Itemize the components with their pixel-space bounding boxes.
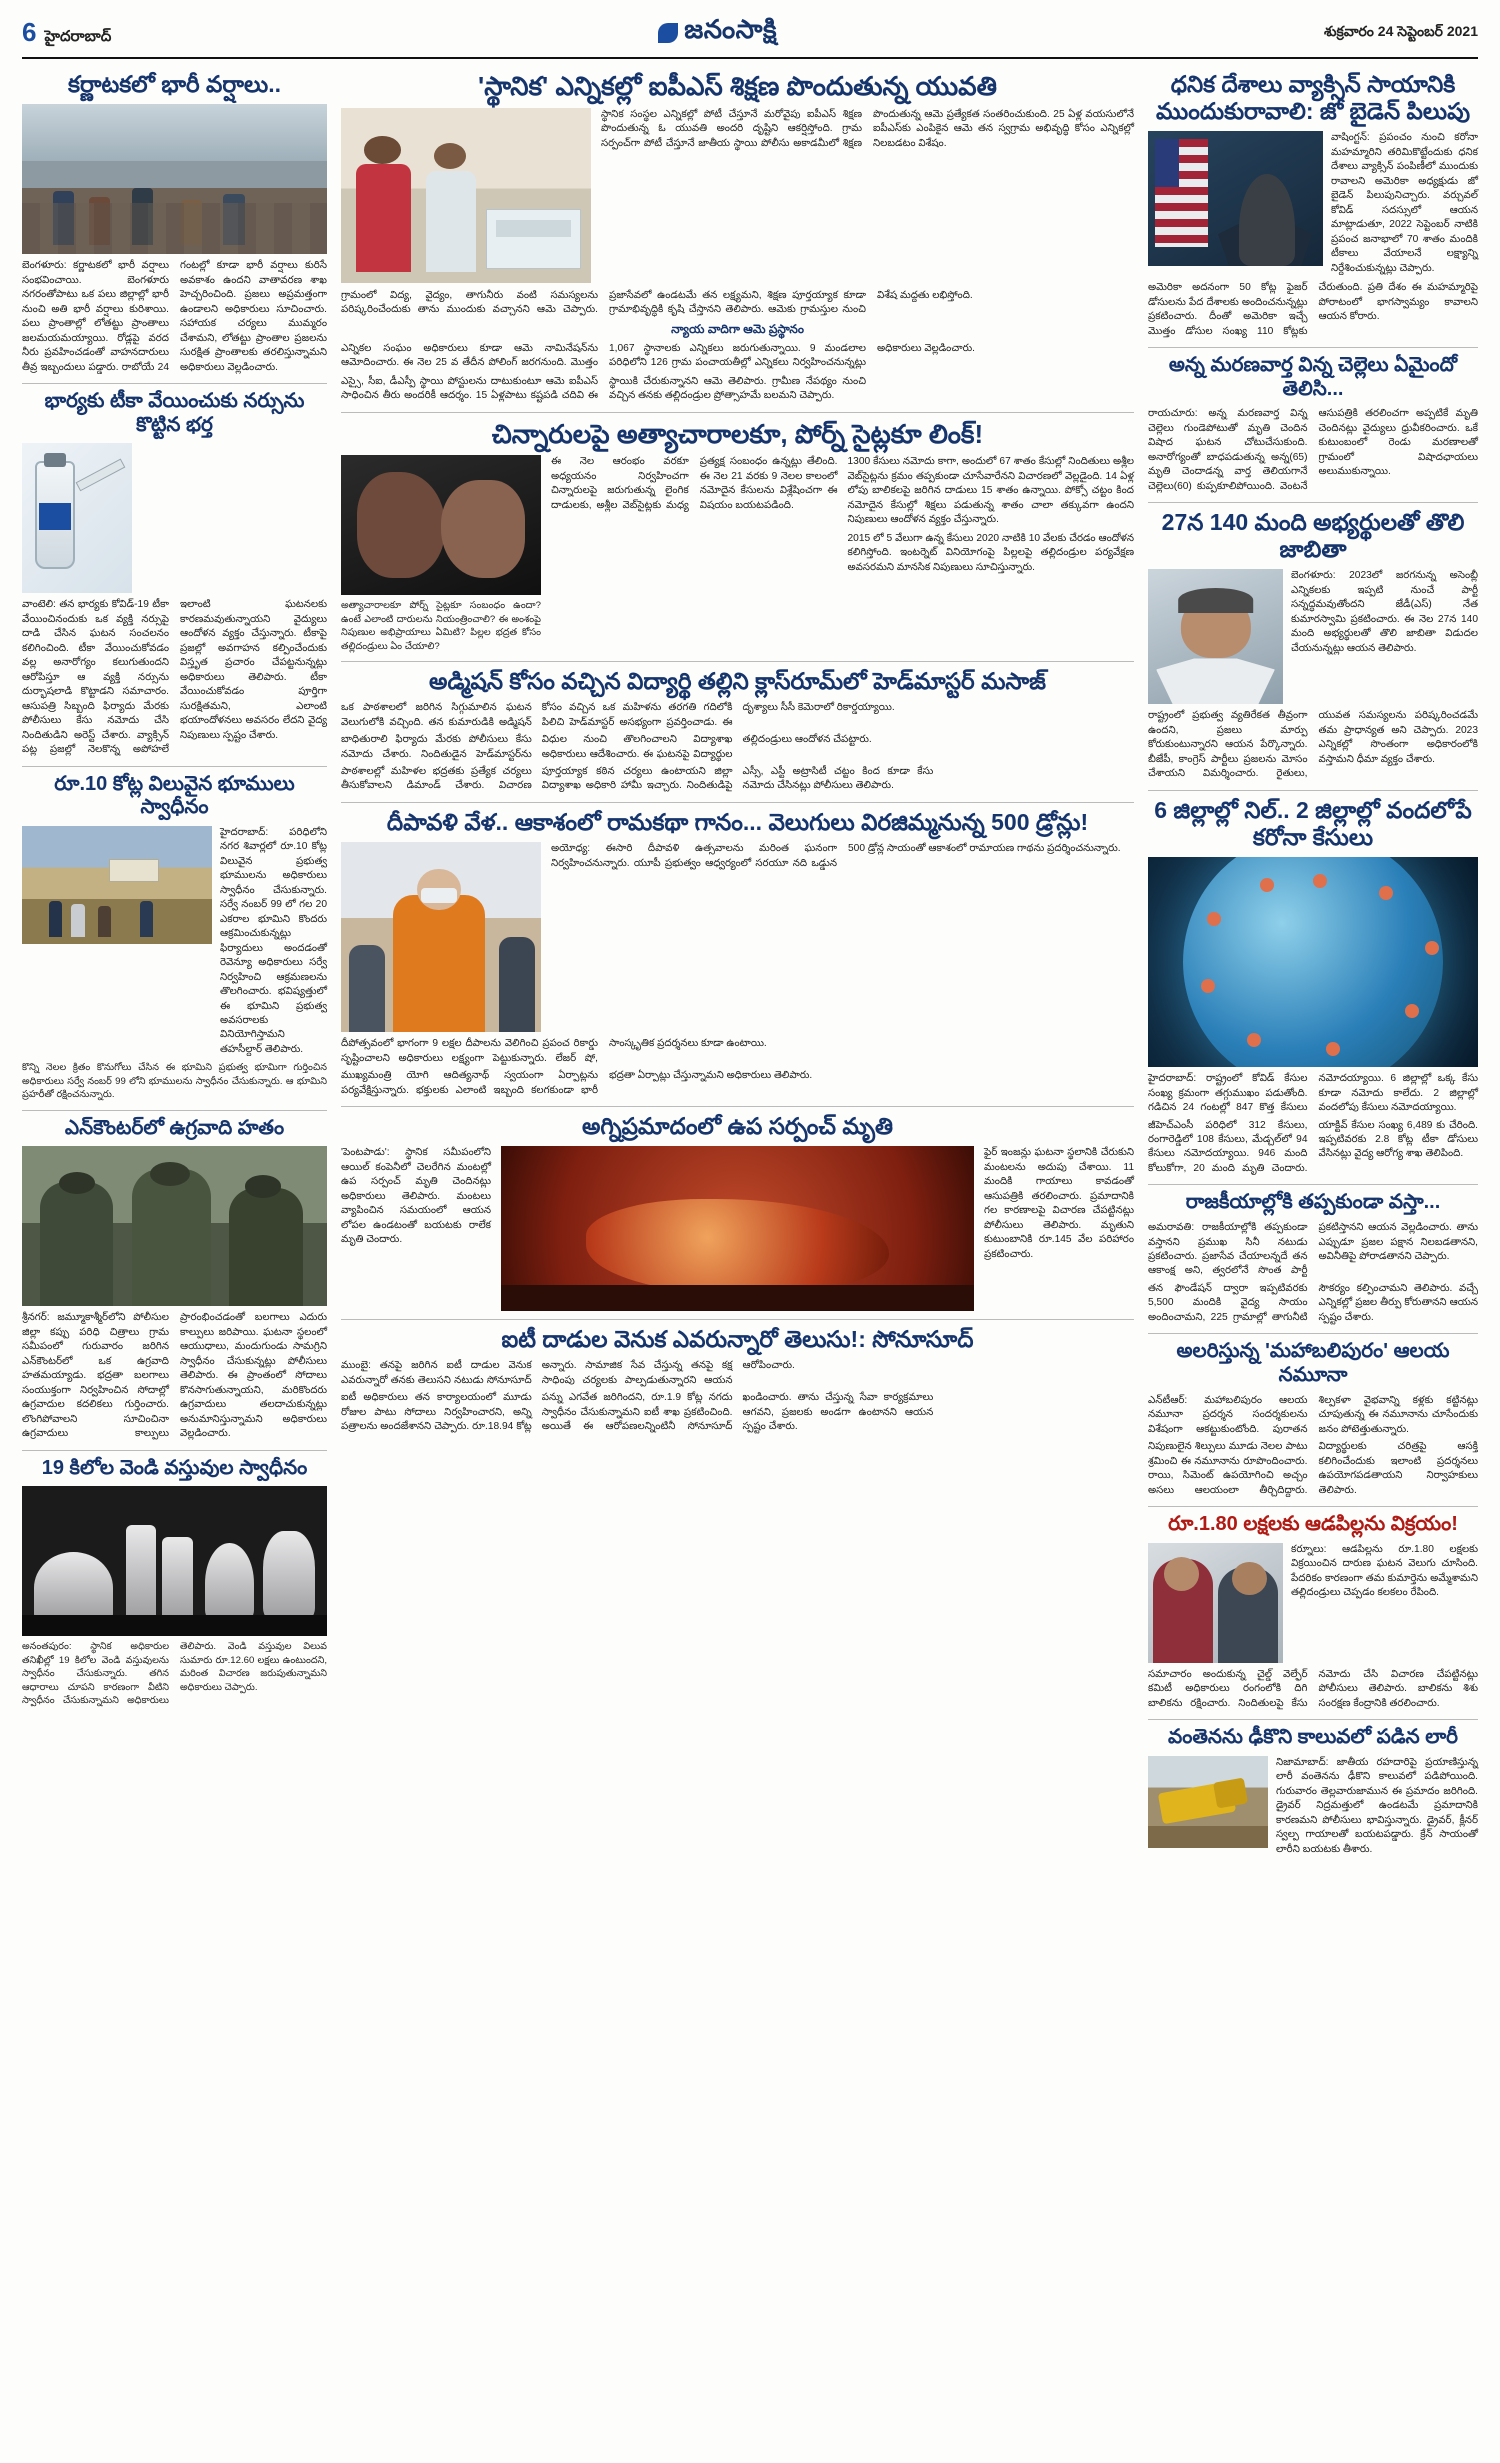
- syringe-icon: [75, 459, 124, 492]
- left-story2-block: [22, 443, 327, 593]
- mid-story1-text-a: స్థానిక సంస్థల ఎన్నికల్లో పోటీ చేస్తూనే మరోవైపు ఐపీఎస్ శిక్షణ పొందుతున్న ఓ యువతి అందరి దృష్టిని ఆకర్షిస్తోంది. గ్రామ సర్పంచ్‌గా పోటీ చేస్తూనే జాతీయ స్థాయి పోలీసు అకాడమీలో శిక్షణ పొందుతున్న ఆమె ప్రత్యేకత సంతరించుకుంది. 25 ఏళ్ల వయసులోనే ఐపీఎస్‌కు ఎంపికైన ఆమె తన స్వగ్రామ అభివృద్ధి కోసం ఎన్నికల్లో నిలబడటం విశేషం.: [601, 108, 1134, 149]
- divider: [341, 1319, 1134, 1320]
- left-story1-text: బెంగళూరు: కర్ణాటకలో భారీ వర్షాలు సంభవించాయి. బెంగళూరు నగరంతోపాటు ఒక పలు జిల్లాల్లో భారీ నుంచి అతి భారీ వర్షాలు కురిశాయి. పలు ప్రాంతాల్లో లోతట్టు ప్రాంతాలు జలమయమయ్యాయి. రోడ్లపై వరద నీరు ప్రవహించడంతో వాహనదారులు తీవ్ర ఇబ్బందులు పడ్డారు. రాబోయే 24 గంటల్లో కూడా భారీ వర్షాలు కురిసే అవకాశం ఉందని వాతావరణ శాఖ హెచ్చరించింది. ప్రజలు అప్రమత్తంగా ఉండాలని అధికారులు సూచించారు. సహాయక చర్యలు ముమ్మరం చేశామని, లోతట్టు ప్రాంతాల ప్రజలను సురక్షిత ప్రాంతాలకు తరలిస్తున్నామని అధికారులు వెల్లడించారు.: [22, 260, 327, 373]
- hospital-scene: [341, 108, 591, 283]
- right-story4-headline: 6 జిల్లాల్లో నిల్.. 2 జిల్లాల్లో వందలోపే కరోనా కేసులు: [1154, 796, 1472, 850]
- divider: [1148, 1506, 1478, 1507]
- divider: [1148, 1719, 1478, 1720]
- mid-story3-headline: అడ్మిషన్ కోసం వచ్చిన విద్యార్థి తల్లిని క్లాస్‌రూమ్‌లో హెడ్‌మాస్టర్ మసాజ్: [429, 667, 1046, 694]
- divider: [1148, 1333, 1478, 1334]
- mid-story4-text-c: ముఖ్యమంత్రి యోగి ఆదిత్యనాథ్ స్వయంగా ఏర్పాట్లను పర్యవేక్షిస్తున్నారు. భక్తులకు ఎలాంటి ఇబ్బంది కలగకుండా భారీ భద్రతా ఏర్పాట్లు చేస్తున్నామని అధికారులు తెలిపారు.: [341, 1070, 813, 1096]
- mid-story2-text-c: 2015 లో 5 వేలుగా ఉన్న కేసులు 2020 నాటికి 10 వేలకు చేరడం ఆందోళన కలిగిస్తోంది. ఇంటర్నెట్ వినియోగంపై పిల్లలపై తల్లిదండ్రుల పర్యవేక్షణ అవసరమని మానసిక నిపుణులు సూచిస్తున్నారు.: [847, 532, 1134, 573]
- right-story7-photo: [1148, 1543, 1283, 1663]
- mid-story3-text-a: ఒక పాఠశాలలో జరిగిన సిగ్గుమాలిన ఘటన వెలుగులోకి వచ్చింది. తన కుమారుడికి అడ్మిషన్ కోసం వచ్చిన ఒక మహిళను తరగతి గదిలోకి పిలిచి హెడ్‌మాస్టర్ అసభ్యంగా ప్రవర్తించాడు. ఈ దృశ్యాలు సీసీ కెమెరాలో రికార్డయ్యాయి.: [341, 702, 895, 728]
- right-story7-block: [1148, 1543, 1478, 1663]
- left-story2-text: వాంటెలి: తన భార్యకు కోవిడ్-19 టీకా వేయించినందుకు ఒక వ్యక్తి నర్సుపై దాడి చేసిన ఘటన సంచలనం కలిగించింది. టీకా వేయించుకోవడం వల్ల అనారోగ్యం కలుగుతుందని ఆరోపిస్తూ ఆ వ్యక్తి నర్సును దుర్భాషలాడి కొట్టాడని సమాచారం. ఆసుపత్రి సిబ్బంది ఫిర్యాదు మేరకు పోలీసులు కేసు నమోదు చేసి నిందితుడిని అరెస్ట్ చేశారు. వ్యాక్సిన్ పట్ల ప్రజల్లో నెలకొన్న అపోహలే ఇలాంటి ఘటనలకు కారణమవుతున్నాయని వైద్యులు ఆందోళన వ్యక్తం చేస్తున్నారు. టీకాపై ప్రజల్లో అవగాహన కల్పించేందుకు విస్తృత ప్రచారం చేపట్టనున్నట్లు అధికారులు తెలిపారు. టీకా వేయించుకోవడం పూర్తిగా సురక్షితమని, ఎలాంటి భయాందోళనలు అవసరం లేదని వైద్య నిపుణులు స్పష్టం చేశారు.: [22, 599, 327, 756]
- right-story5-text-a: అమరావతి: రాజకీయాల్లోకి తప్పకుండా వస్తానని ప్రముఖ సినీ నటుడు ప్రకటించారు. ప్రజాసేవ చేయాలన్నదే తన ఆకాంక్ష అని, త్వరలోనే సొంత పార్టీ ప్రకటిస్తానని ఆయన వెల్లడించారు. తాను ఎప్పుడూ ప్రజల పక్షాన నిలబడతానని, అవినీతిపై పోరాడతానని చెప్పారు.: [1148, 1222, 1478, 1277]
- right-story4-text-a: హైదరాబాద్: రాష్ట్రంలో కోవిడ్ కేసుల సంఖ్య క్రమంగా తగ్గుముఖం పడుతోంది. గడిచిన 24 గంటల్లో 847 కొత్త కేసులు నమోదయ్యాయి. 6 జిల్లాల్లో ఒక్క కేసు కూడా నమోదు కాలేదు. 2 జిల్లాల్లో వందలోపు కేసులు నమోదయ్యాయి.: [1148, 1073, 1478, 1114]
- leaf-icon: [658, 23, 678, 43]
- mid-story4-photo: [341, 842, 541, 1032]
- mid-story1-text-d: ఎస్సై, సీఐ, డీఎస్పీ స్థాయి పోస్టులను దాటుకుంటూ ఆమె ఐపీఎస్ సాధించిన తీరు అందరికీ ఆదర్శం. 15 ఏళ్లపాటు కష్టపడి చదివి ఈ స్థాయికి చేరుకున్నానని ఆమె తెలిపారు. గ్రామీణ నేపథ్యం నుంచి వచ్చిన తనకు తల్లిదండ్రుల ప్రోత్సాహమే బలమని చెప్పారు.: [341, 375, 866, 402]
- hands-scene: [341, 455, 541, 595]
- divider: [341, 802, 1134, 803]
- divider: [1148, 502, 1478, 503]
- page-number: 6: [22, 16, 37, 47]
- masthead: [22, 14, 1478, 59]
- left-story4-headline: ఎన్‌కౌంటర్‌లో ఉగ్రవాది హతం: [64, 1116, 285, 1139]
- biden-scene: [1148, 131, 1323, 266]
- right-story6-headline: అలరిస్తున్న 'మహాబలిపురం' ఆలయ నమూనా: [1176, 1340, 1450, 1387]
- left-story5-caption: అనంతపురం: స్థానిక అధికారుల తనిఖీల్లో 19 కిలోల వెండి వస్తువులను స్వాధీనం చేసుకున్నారు. తగిన ఆధారాలు చూపని కారణంగా వీటిని స్వాధీనం చేసుకున్నామని అధికారులు తెలిపారు. వెండి వస్తువుల విలువ సుమారు రూ.12.60 లక్షలు ఉంటుందని, మరింత విచారణ జరుపుతున్నామని అధికారులు చెప్పారు.: [22, 1641, 327, 1706]
- mid-story1-headline: 'స్థానిక' ఎన్నికల్లో ఐపీఎస్ శిక్షణ పొందుతున్న యువతి: [478, 71, 997, 101]
- soldiers-scene: [22, 1146, 327, 1306]
- left-story4-photo: [22, 1146, 327, 1306]
- mid-story2-media: [341, 455, 541, 653]
- divider: [1148, 347, 1478, 348]
- divider: [341, 661, 1134, 662]
- right-story7-text-b: సమాచారం అందుకున్న చైల్డ్ వెల్ఫేర్ కమిటీ అధికారులు రంగంలోకి దిగి బాలికను రక్షించారు. నిందితులపై కేసు నమోదు చేసి విచారణ చేపట్టినట్లు పోలీసులు తెలిపారు. బాలికను శిశు సంరక్షణ కేంద్రానికి తరలించారు.: [1148, 1668, 1478, 1709]
- divider: [22, 383, 327, 384]
- fire-scene: [501, 1146, 974, 1311]
- mid-story2-text-b: 1300 కేసులు నమోదు కాగా, అందులో 67 శాతం కేసుల్లో నిందితులు అశ్లీల వెబ్‌సైట్లను క్రమం తప్పకుండా చూసేవారేనని విచారణలో వెల్లడైంది. 14 ఏళ్ల లోపు బాలికలపై జరిగిన దాడులు 15 శాతం ఉన్నాయి. పోక్సో చట్టం కింద నమోదైన కేసుల్లో శిక్షలు పడుతున్న శాతం చాలా తక్కువగా ఉందని నిపుణులు ఆందోళన వ్యక్తం చేస్తున్నారు.: [847, 456, 1134, 526]
- mid-story3-text-c: పాఠశాలల్లో మహిళల భద్రతకు ప్రత్యేక చర్యలు తీసుకోవాలని డిమాండ్ చేశారు. విచారణ పూర్తయ్యాక కఠిన చర్యలు ఉంటాయని జిల్లా విద్యాశాఖ అధికారి హామీ ఇచ్చారు. నిందితుడిపై ఎస్సీ, ఎస్టీ అట్రాసిటీ చట్టం కింద కూడా కేసు నమోదు చేసినట్లు పోలీసులు తెలిపారు.: [341, 766, 934, 792]
- mid-story6-text-a: ముంబై: తనపై జరిగిన ఐటీ దాడుల వెనుక ఎవరున్నారో తనకు తెలుసని నటుడు సోనూసూద్ అన్నారు. సామాజిక సేవ చేస్తున్న తనపై కక్ష సాధింపు చర్యలకు పాల్పడుతున్నారని ఆయన ఆరోపించారు.: [341, 1360, 795, 1386]
- politician-portrait: [1148, 569, 1283, 704]
- mid-story1-block: [341, 108, 1134, 283]
- mid-story2-text-wrap: [551, 455, 838, 513]
- right-story1-text-b: అమెరికా అదనంగా 50 కోట్ల ఫైజర్ డోసులను పేద దేశాలకు అందించనున్నట్లు ప్రకటించారు. దీంతో అమెరికా ఇచ్చే మొత్తం డోసుల సంఖ్య 110 కోట్లకు చేరుతుంది. ప్రతి దేశం ఈ మహమ్మారిపై పోరాటంలో భాగస్వామ్యం కావాలని ఆయన కోరారు.: [1148, 282, 1478, 337]
- land-scene: [22, 826, 212, 944]
- mid-story5-headline: అగ్నిప్రమాదంలో ఉప సర్పంచ్ మృతి: [582, 1113, 893, 1140]
- divider: [22, 1110, 327, 1111]
- middle-column: [341, 67, 1134, 1857]
- right-column: [1148, 67, 1478, 1857]
- right-story1-text-a: వాషింగ్టన్: ప్రపంచం నుంచి కరోనా మహమ్మారిని తరిమికొట్టేందుకు ధనిక దేశాలు వ్యాక్సిన్ పంపిణీలో ముందుకు రావాలని అమెరికా అధ్యక్షుడు జో బైడెన్ పిలుపునిచ్చారు. వర్చువల్ కోవిడ్ సదస్సులో ఆయన మాట్లాడుతూ, 2022 సెప్టెంబర్ నాటికి ప్రపంచ జనాభాలో 70 శాతం మందికి టీకాలు వేయాలనే లక్ష్యాన్ని నిర్దేశించుకున్నట్లు చెప్పారు.: [1331, 132, 1478, 274]
- right-story8-block: [1148, 1756, 1478, 1857]
- mid-story6-headline: ఐటీ దాడుల వెనుక ఎవరున్నారో తెలుసు!: సోనూసూద్: [501, 1326, 974, 1353]
- truck-accident-scene: [1148, 1756, 1268, 1848]
- left-story1-photo: [22, 104, 327, 254]
- mid-story2-text-a: ఈ నెల ఆరంభం వరకూ అధ్యయనం నిర్వహించగా చిన్నారులపై జరుగుతున్న లైంగిక దాడులకు, అశ్లీల వెబ్‌సైట్లకు మధ్య ప్రత్యక్ష సంబంధం ఉన్నట్లు తేలింది. ఈ నెల 21 వరకు 9 నెలల కాలంలో నమోదైన కేసులను విశ్లేషించగా ఈ విషయం బయటపడింది.: [551, 456, 838, 511]
- paper-logo: [658, 14, 777, 51]
- us-flag-icon: [1155, 139, 1208, 247]
- divider: [22, 1450, 327, 1451]
- right-story1-block: [1148, 131, 1478, 276]
- publication-date: శుక్రవారం 24 సెప్టెంబర్ 2021: [1323, 22, 1478, 39]
- right-story2-headline: అన్న మరణవార్త విన్న చెల్లెలు ఏమైందో తెలిసి...: [1168, 354, 1458, 400]
- right-story7-headline: రూ.1.80 లక్షలకు ఆడపిల్లను విక్రయం!: [1168, 1513, 1458, 1535]
- left-story2-headline: భార్యకు టీకా వేయించుకు నర్సును కొట్టిన భర్త: [44, 390, 305, 436]
- vaccine-vial-icon: [35, 461, 75, 569]
- virus-icon: [1183, 857, 1443, 1067]
- mid-story4-text-a: అయోధ్య: ఈసారి దీపావళి ఉత్సవాలను మరింత ఘనంగా నిర్వహించనున్నారు. యూపీ ప్రభుత్వం ఆధ్వర్యంలో సరయూ నది ఒడ్డున 500 డ్రోన్ల సాయంతో ఆకాశంలో రామాయణ గాథను ప్రదర్శించనున్నారు.: [551, 843, 1121, 869]
- left-story2-photo: [22, 443, 132, 593]
- mid-story5-block: [341, 1146, 1134, 1311]
- paper-name: జనంసాక్షి: [684, 14, 778, 44]
- ceremony-scene: [341, 842, 541, 1032]
- left-story5-photo: [22, 1486, 327, 1636]
- edition-city: హైదరాబాద్: [44, 27, 112, 45]
- right-story5-headline: రాజకీయాల్లోకి తప్పకుండా వస్తా...: [1185, 1191, 1441, 1214]
- left-story1-headline: కర్ణాటకలో భారీ వర్షాలు..: [67, 71, 281, 97]
- mid-story2-photo: [341, 455, 541, 595]
- right-story8-photo: [1148, 1756, 1268, 1848]
- right-story6-text-a: ఎన్‌టీఆర్: మహాబలిపురం ఆలయ నమూనా ప్రదర్శన సందర్శకులను విశేషంగా ఆకట్టుకుంటోంది. పురాతన శిల్పకళా వైభవాన్ని కళ్లకు కట్టినట్లు చూపుతున్న ఈ నమూనాను చూసేందుకు జనం పోటెత్తుతున్నారు.: [1148, 1394, 1478, 1435]
- page-columns: [22, 67, 1478, 1857]
- vaccine-scene: [22, 443, 132, 593]
- left-story5-headline: 19 కిలోల వెండి వస్తువుల స్వాధీనం: [41, 1456, 308, 1479]
- masthead-left: [22, 17, 111, 49]
- divider: [341, 412, 1134, 413]
- right-story6-text-b: నిపుణులైన శిల్పులు మూడు నెలల పాటు శ్రమించి ఈ నమూనాను రూపొందించారు. రాయి, సిమెంట్ ఉపయోగించి అచ్చం అసలు ఆలయంలా తీర్చిదిద్దారు. విద్యార్థులకు చరిత్రపై ఆసక్తి కలిగించేందుకు ఇలాంటి ప్రదర్శనలు ఉపయోగపడతాయని నిర్వాహకులు తెలిపారు.: [1148, 1441, 1478, 1496]
- mid-story1-text-c: ఎన్నికల సంఘం అధికారులు కూడా ఆమె నామినేషన్‌ను ఆమోదించారు. ఈ నెల 25 వ తేదీన పోలింగ్ జరగనుంది. మొత్తం 1,067 స్థానాలకు ఎన్నికలు జరుగుతున్నాయి. 9 మండలాల పరిధిలోని 126 గ్రామ పంచాయతీల్లో ఎన్నికలు నిర్వహించనున్నట్లు అధికారులు వెల్లడించారు.: [341, 342, 975, 369]
- coronavirus-scene: [1148, 857, 1478, 1067]
- mid-story6-text-b: ఐటీ అధికారులు తన కార్యాలయంలో మూడు రోజుల పాటు సోదాలు నిర్వహించారని, అన్ని పత్రాలను అందజేశానని చెప్పారు. రూ.18.94 కోట్ల పన్ను ఎగవేత జరిగిందని, రూ.1.9 కోట్ల నగదు స్వాధీనం చేసుకున్నామని ఐటీ శాఖ ప్రకటించింది. అయితే ఈ ఆరోపణలన్నింటినీ సోనూసూద్ ఖండించారు. తాను చేస్తున్న సేవా కార్యక్రమాలు ఆగవని, ప్రజలకు అండగా ఉంటానని ఆయన స్పష్టం చేశారు.: [341, 1392, 934, 1433]
- right-story2-text: రాయచూరు: అన్న మరణవార్త విన్న చెల్లెలు గుండెపోటుతో మృతి చెందిన విషాద ఘటన చోటుచేసుకుంది. అనారోగ్యంతో బాధపడుతున్న అన్న(65) మృతి చెందాడన్న వార్త తెలియగానే చెల్లెలు(60) కుప్పకూలిపోయింది. వెంటనే ఆసుపత్రికి తరలించగా అప్పటికే మృతి చెందినట్లు వైద్యులు ధ్రువీకరించారు. ఒకే కుటుంబంలో రెండు మరణాలతో గ్రామంలో విషాదఛాయలు అలుముకున్నాయి.: [1148, 408, 1478, 492]
- left-story3-photo: [22, 826, 212, 944]
- mid-story2-block: [341, 455, 1134, 653]
- mid-story1-photo: [341, 108, 591, 283]
- mid-story4-block: [341, 842, 1134, 1032]
- right-story4-photo: [1148, 857, 1478, 1067]
- left-story3-text: హైదరాబాద్: పరిధిలోని నగర శివార్లలో రూ.10 కోట్ల విలువైన ప్రభుత్వ భూములను అధికారులు స్వాధీనం చేసుకున్నారు. సర్వే నంబర్ 99 లో గల 20 ఎకరాల భూమిని కొందరు ఆక్రమించుకున్నట్లు ఫిర్యాదులు అందడంతో రెవెన్యూ అధికారులు సర్వే నిర్వహించి ఆక్రమణలను తొలగించారు. భవిష్యత్తులో ఈ భూమిని ప్రభుత్వ అవసరాలకు వినియోగిస్తామని తహసీల్దార్ తెలిపారు.: [220, 826, 327, 1055]
- divider: [1148, 1184, 1478, 1185]
- mid-story2-headline: చిన్నారులపై అత్యాచారాలకూ, పోర్న్ సైట్లకూ లింక్!: [491, 418, 984, 449]
- divider: [22, 766, 327, 767]
- photo-scene: [22, 104, 327, 254]
- right-story1-photo: [1148, 131, 1323, 266]
- mid-story2-text-wrap2: [848, 455, 1135, 575]
- left-story3-block: [22, 826, 327, 1058]
- right-story3-text-a: బెంగళూరు: 2023లో జరగనున్న అసెంబ్లీ ఎన్నికలకు ఇప్పటి నుంచే పార్టీ సన్నద్ధమవుతోందని జేడీ(ఎస్) నేత కుమారస్వామి ప్రకటించారు. ఈ నెల 27న 140 మంది అభ్యర్థులతో తొలి జాబితా విడుదల చేయనున్నట్లు ఆయన తెలిపారు.: [1291, 570, 1478, 654]
- left-story4-text: శ్రీనగర్: జమ్మూకాశ్మీర్‌లోని పోలీసుల జిల్లా కప్పు పరిధి చిత్రాలు గ్రామ సమీపంలో గురువారం జరిగిన ఎన్‌కౌంటర్‌లో ఒక ఉగ్రవాది హతమయ్యాడు. భద్రతా బలగాలు సంయుక్తంగా నిర్వహించిన సోదాల్లో ఉగ్రవాదుల కదలికలు గుర్తించారు. లొంగిపోవాలని సూచించినా ఉగ్రవాదులు కాల్పులు ప్రారంభించడంతో బలగాలు ఎదురు కాల్పులు జరిపాయి. ఘటనా స్థలంలో ఆయుధాలు, మందుగుండు సామగ్రిని స్వాధీనం చేసుకున్నట్లు పోలీసులు తెలిపారు. ఈ ప్రాంతంలో సోదాలు కొనసాగుతున్నాయని, మరికొందరు ఉగ్రవాదులు తలదాచుకున్నట్లు అనుమానిస్తున్నామని అధికారులు వెల్లడించారు.: [22, 1312, 327, 1440]
- divider: [341, 1106, 1134, 1107]
- left-column: [22, 67, 327, 1857]
- right-story4-text-b: జీహెచ్ఎంసీ పరిధిలో 312 కేసులు, రంగారెడ్డిలో 108 కేసులు, మేడ్చల్‌లో 94 కేసులు నమోదయ్యాయి. 946 మంది కోలుకోగా, 20 మంది మృతి చెందారు. యాక్టివ్ కేసుల సంఖ్య 6,489 కు చేరింది. ఇప్పటివరకు 2.8 కోట్ల టీకా డోసులు వేసినట్లు వైద్య ఆరోగ్య శాఖ తెలిపింది.: [1148, 1119, 1478, 1174]
- silver-items-scene: [22, 1486, 327, 1636]
- mid-story4-text-b: దీపోత్సవంలో భాగంగా 9 లక్షల దీపాలను వెలిగించి ప్రపంచ రికార్డు సృష్టించాలని అధికారులు లక్ష్యంగా పెట్టుకున్నారు. లేజర్ షో, సాంస్కృతిక ప్రదర్శనలు కూడా ఉంటాయి.: [341, 1038, 767, 1064]
- speaker-silhouette: [1239, 174, 1295, 266]
- right-story3-block: [1148, 569, 1478, 704]
- left-story3-headline: రూ.10 కోట్ల విలువైన భూములు స్వాధీనం: [54, 772, 295, 819]
- right-story3-headline: 27న 140 మంది అభ్యర్థులతో తొలి జాబితా: [1161, 509, 1465, 563]
- right-story1-headline: ధనిక దేశాలు వ్యాక్సిన్ సాయానికి ముందుకురావాలి: జో బైడెన్ పిలుపు: [1155, 71, 1471, 125]
- right-story3-text-b: రాష్ట్రంలో ప్రభుత్వ వ్యతిరేకత తీవ్రంగా ఉందని, ప్రజలు మార్పు కోరుకుంటున్నారని ఆయన పేర్కొన్నారు. బీజేపీ, కాంగ్రెస్ పార్టీలు ప్రజలను మోసం చేశాయని విమర్శించారు. రైతులు, యువత సమస్యలను పరిష్కరించడమే తమ ప్రాధాన్యత అని చెప్పారు. 2023 ఎన్నికల్లో సొంతంగా అధికారంలోకి వస్తామని ధీమా వ్యక్తం చేశారు.: [1148, 710, 1478, 780]
- right-story5-text-b: తన ఫౌండేషన్ ద్వారా ఇప్పటివరకు 5,500 మందికి వైద్య సాయం అందించామని, 225 గ్రామాల్లో తాగునీటి సౌకర్యం కల్పించామని తెలిపారు. వచ్చే ఎన్నికల్లో ప్రజల తీర్పు కోరుతానని ఆయన స్పష్టం చేశారు.: [1148, 1282, 1478, 1323]
- mid-story1-subhead: న్యాయ వాదిగా ఆమె ప్రస్థానం: [671, 321, 804, 336]
- left-story3-caption: కొన్ని నెలల క్రితం కొనుగోలు చేసిన ఈ భూమిని ప్రభుత్వ భూమిగా గుర్తించిన అధికారులు సర్వే నంబర్ 99 లోని భూములను స్వాధీనం చేసుకున్నారు. ఆ భూమిని ప్రహరీతో రక్షించనున్నారు.: [22, 1062, 327, 1101]
- mid-story1-text-b: గ్రామంలో విద్య, వైద్యం, తాగునీరు వంటి సమస్యలను పరిష్కరించేందుకు తాను ముందుకు వచ్చానని ఆమె చెప్పారు. ప్రజాసేవలో ఉండటమే తన లక్ష్యమని, శిక్షణ పూర్తయ్యాక కూడా గ్రామాభివృద్ధికి కృషి చేస్తానని తెలిపారు. ఆమెకు గ్రామస్తుల నుంచి విశేష మద్దతు లభిస్తోంది.: [341, 289, 973, 316]
- mid-story5-text-b: ఫైర్ ఇంజన్లు ఘటనా స్థలానికి చేరుకుని మంటలను అదుపు చేశాయి. 11 మందికి గాయాలు కావడంతో ఆసుపత్రికి తరలించారు. ప్రమాదానికి గల కారణాలపై విచారణ చేపట్టినట్లు పోలీసులు తెలిపారు. మృతుని కుటుంబానికి రూ.145 వేల పరిహారం ప్రకటించారు.: [984, 1147, 1134, 1260]
- right-story3-photo: [1148, 569, 1283, 704]
- mid-story3-text-b: బాధితురాలి ఫిర్యాదు మేరకు పోలీసులు కేసు నమోదు చేశారు. నిందితుడైన హెడ్‌మాస్టర్‌ను విధుల నుంచి తొలగించాలని విద్యాశాఖ అధికారులు ఆదేశించారు. ఈ ఘటనపై విద్యార్థుల తల్లిదండ్రులు ఆందోళన చేపట్టారు.: [341, 734, 872, 760]
- right-story8-text: నిజామాబాద్: జాతీయ రహదారిపై ప్రయాణిస్తున్న లారీ వంతెనను ఢీకొని కాలువలో పడిపోయింది. గురువారం తెల్లవారుజామున ఈ ప్రమాదం జరిగింది. డ్రైవర్ నిద్రమత్తులో ఉండటమే ప్రమాదానికి కారణమని పోలీసులు భావిస్తున్నారు. డ్రైవర్, క్లీనర్ స్వల్ప గాయాలతో బయటపడ్డారు. క్రేన్ సాయంతో లారీని బయటకు తీశారు.: [1276, 1756, 1478, 1855]
- mid-story2-caption: అత్యాచారాలకూ పోర్న్ సైట్లకూ సంబంధం ఉందా? ఉంటే ఎలాంటి దారులను నియంత్రించాలి? ఈ అంశంపై నిపుణుల అభిప్రాయాలు ఏమిటి? పిల్లల భద్రత కోసం తల్లిదండ్రులు ఏం చేయాలి?: [341, 600, 541, 652]
- mid-story4-headline: దీపావళి వేళ.. ఆకాశంలో రామకథా గానం... వెలుగులు విరజిమ్మనున్న 500 డ్రోన్లు!: [386, 808, 1089, 835]
- right-story8-headline: వంతెనను ఢీకొని కాలువలో పడిన లారీ: [1167, 1726, 1459, 1749]
- two-persons-scene: [1148, 1543, 1283, 1663]
- right-story7-text-a: కర్నూలు: ఆడపిల్లను రూ.1.80 లక్షలకు విక్రయించిన దారుణ ఘటన వెలుగు చూసింది. పేదరికం కారణంగా తమ కుమార్తెను అమ్మేశామని తల్లిదండ్రులు చెప్పడం కలకలం రేపింది.: [1291, 1543, 1478, 1599]
- divider: [1148, 790, 1478, 791]
- mid-story5-photo: [501, 1146, 974, 1311]
- mid-story5-text-a: 'పెంటపాడు': స్థానిక సమీపంలోని ఆయిల్ కంపెనీలో చెలరేగిన మంటల్లో ఉప సర్పంచ్ మృతి చెందినట్లు అధికారులు తెలిపారు. మంటలు వ్యాపించిన సమయంలో ఆయన లోపల ఉండటంతో బయటకు రాలేక మృతి చెందారు.: [341, 1147, 491, 1246]
